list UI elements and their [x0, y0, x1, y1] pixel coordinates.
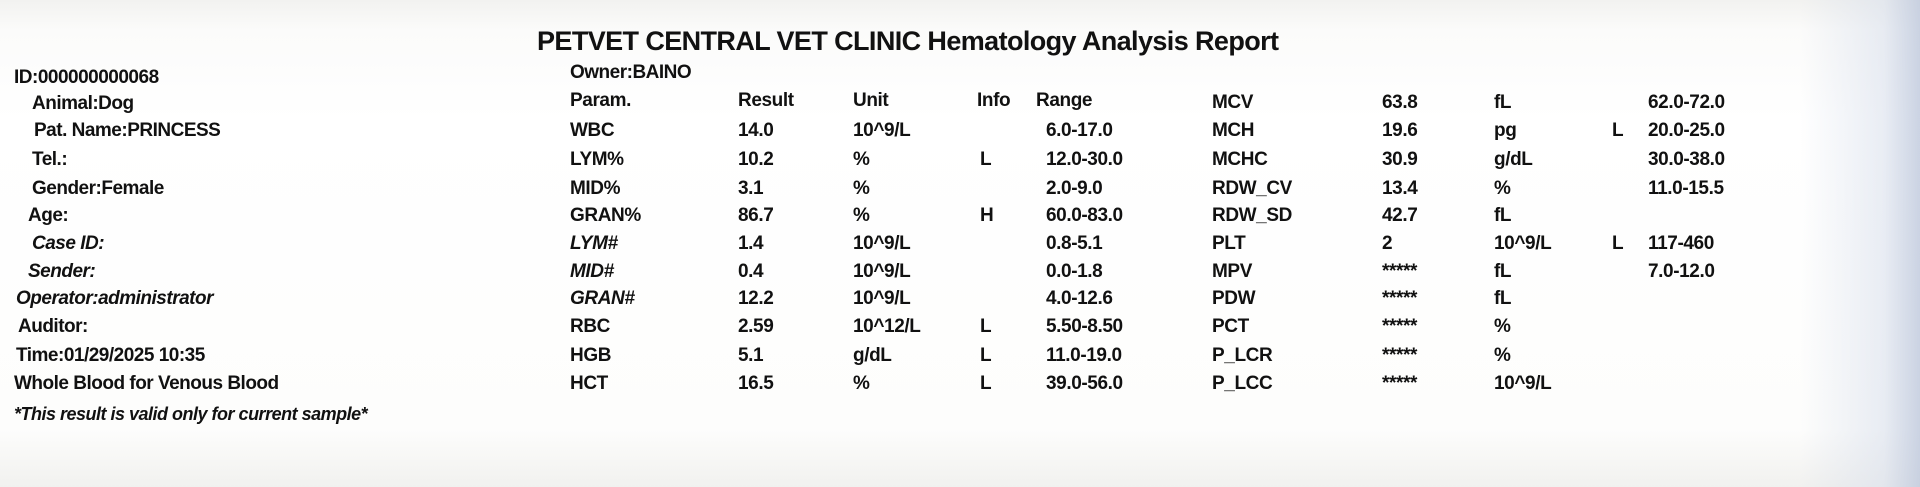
result-value: 14.0: [738, 120, 774, 141]
reference-range: 0.0-1.8: [1046, 261, 1103, 282]
unit-value: %: [1494, 178, 1511, 199]
result-value: 1.4: [738, 233, 764, 254]
param-name: LYM#: [570, 233, 618, 254]
param-name: RBC: [570, 316, 610, 337]
unit-value: %: [1494, 316, 1511, 337]
result-value: 3.1: [738, 178, 764, 199]
param-name: MCHC: [1212, 149, 1268, 170]
reference-range: 20.0-25.0: [1648, 120, 1725, 141]
unit-value: %: [853, 178, 870, 199]
unit-value: %: [853, 205, 870, 226]
patient-field: Pat. Name:PRINCESS: [34, 120, 221, 141]
param-name: GRAN#: [570, 288, 635, 309]
param-name: MPV: [1212, 261, 1252, 282]
param-name: GRAN%: [570, 205, 641, 226]
param-name: HGB: [570, 345, 612, 366]
param-name: P_LCC: [1212, 373, 1273, 394]
unit-value: 10^9/L: [853, 120, 911, 141]
result-value: 16.5: [738, 373, 774, 394]
unit-value: 10^12/L: [853, 316, 921, 337]
result-value: 5.1: [738, 345, 764, 366]
reference-range: 0.8-5.1: [1046, 233, 1103, 254]
unit-value: g/dL: [1494, 149, 1533, 170]
owner-field: Owner:BAINO: [570, 62, 692, 83]
info-flag: L: [980, 316, 992, 337]
unit-value: 10^9/L: [853, 261, 911, 282]
unit-value: %: [853, 373, 870, 394]
patient-field: ID:000000000068: [14, 67, 159, 88]
patient-field: Whole Blood for Venous Blood: [14, 373, 279, 394]
unit-value: g/dL: [853, 345, 892, 366]
reference-range: 117-460: [1648, 233, 1714, 254]
param-name: PDW: [1212, 288, 1256, 309]
report-title: PETVET CENTRAL VET CLINIC Hematology Analysis Report: [537, 26, 1279, 56]
patient-field: Time:01/29/2025 10:35: [16, 345, 205, 366]
reference-range: 62.0-72.0: [1648, 92, 1725, 113]
patient-field: Gender:Female: [32, 178, 164, 199]
result-value: *****: [1382, 373, 1417, 394]
result-value: *****: [1382, 261, 1417, 282]
patient-field: Case ID:: [32, 233, 105, 254]
result-value: *****: [1382, 316, 1417, 337]
param-name: LYM%: [570, 149, 624, 170]
unit-value: fL: [1494, 288, 1512, 309]
result-value: *****: [1382, 288, 1417, 309]
unit-value: %: [853, 149, 870, 170]
param-name: WBC: [570, 120, 615, 141]
unit-value: 10^9/L: [853, 233, 911, 254]
patient-field: Operator:administrator: [16, 288, 213, 309]
reference-range: 4.0-12.6: [1046, 288, 1113, 309]
result-value: 12.2: [738, 288, 774, 309]
info-flag: L: [980, 149, 992, 170]
result-value: 2: [1382, 233, 1393, 254]
header-range: Range: [1036, 90, 1093, 111]
result-value: 30.9: [1382, 149, 1418, 170]
reference-range: 7.0-12.0: [1648, 261, 1715, 282]
result-value: 0.4: [738, 261, 764, 282]
result-value: 19.6: [1382, 120, 1418, 141]
reference-range: 11.0-19.0: [1046, 345, 1122, 366]
reference-range: 39.0-56.0: [1046, 373, 1123, 394]
result-value: 13.4: [1382, 178, 1418, 199]
param-name: PCT: [1212, 316, 1249, 337]
patient-field: Auditor:: [18, 316, 88, 337]
param-name: RDW_CV: [1212, 178, 1292, 199]
info-flag: L: [1612, 120, 1624, 141]
validity-disclaimer: *This result is valid only for current sample*: [14, 404, 368, 424]
unit-value: fL: [1494, 205, 1512, 226]
reference-range: 11.0-15.5: [1648, 178, 1724, 199]
patient-field: Tel.:: [32, 149, 68, 170]
result-value: 10.2: [738, 149, 774, 170]
info-flag: L: [980, 345, 992, 366]
reference-range: 6.0-17.0: [1046, 120, 1113, 141]
result-value: *****: [1382, 345, 1417, 366]
header-unit: Unit: [853, 90, 889, 111]
patient-field: Age:: [28, 205, 69, 226]
result-value: 63.8: [1382, 92, 1418, 113]
unit-value: 10^9/L: [853, 288, 911, 309]
param-name: RDW_SD: [1212, 205, 1292, 226]
patient-field: Sender:: [28, 261, 96, 282]
param-name: P_LCR: [1212, 345, 1273, 366]
header-info: Info: [977, 90, 1011, 111]
unit-value: fL: [1494, 261, 1512, 282]
result-value: 86.7: [738, 205, 774, 226]
reference-range: 12.0-30.0: [1046, 149, 1123, 170]
param-name: HCT: [570, 373, 608, 394]
reference-range: 60.0-83.0: [1046, 205, 1123, 226]
unit-value: %: [1494, 345, 1511, 366]
reference-range: 2.0-9.0: [1046, 178, 1103, 199]
reference-range: 30.0-38.0: [1648, 149, 1725, 170]
param-name: MCV: [1212, 92, 1254, 113]
header-result: Result: [738, 90, 794, 111]
reference-range: 5.50-8.50: [1046, 316, 1123, 337]
unit-value: 10^9/L: [1494, 373, 1552, 394]
info-flag: H: [980, 205, 994, 226]
info-flag: L: [1612, 233, 1624, 254]
param-name: MID%: [570, 178, 621, 199]
param-name: PLT: [1212, 233, 1246, 254]
param-name: MID#: [570, 261, 614, 282]
result-value: 2.59: [738, 316, 774, 337]
param-name: MCH: [1212, 120, 1255, 141]
header-param: Param.: [570, 90, 631, 111]
patient-field: Animal:Dog: [32, 93, 134, 114]
unit-value: 10^9/L: [1494, 233, 1552, 254]
unit-value: pg: [1494, 120, 1517, 141]
result-value: 42.7: [1382, 205, 1418, 226]
info-flag: L: [980, 373, 992, 394]
unit-value: fL: [1494, 92, 1512, 113]
